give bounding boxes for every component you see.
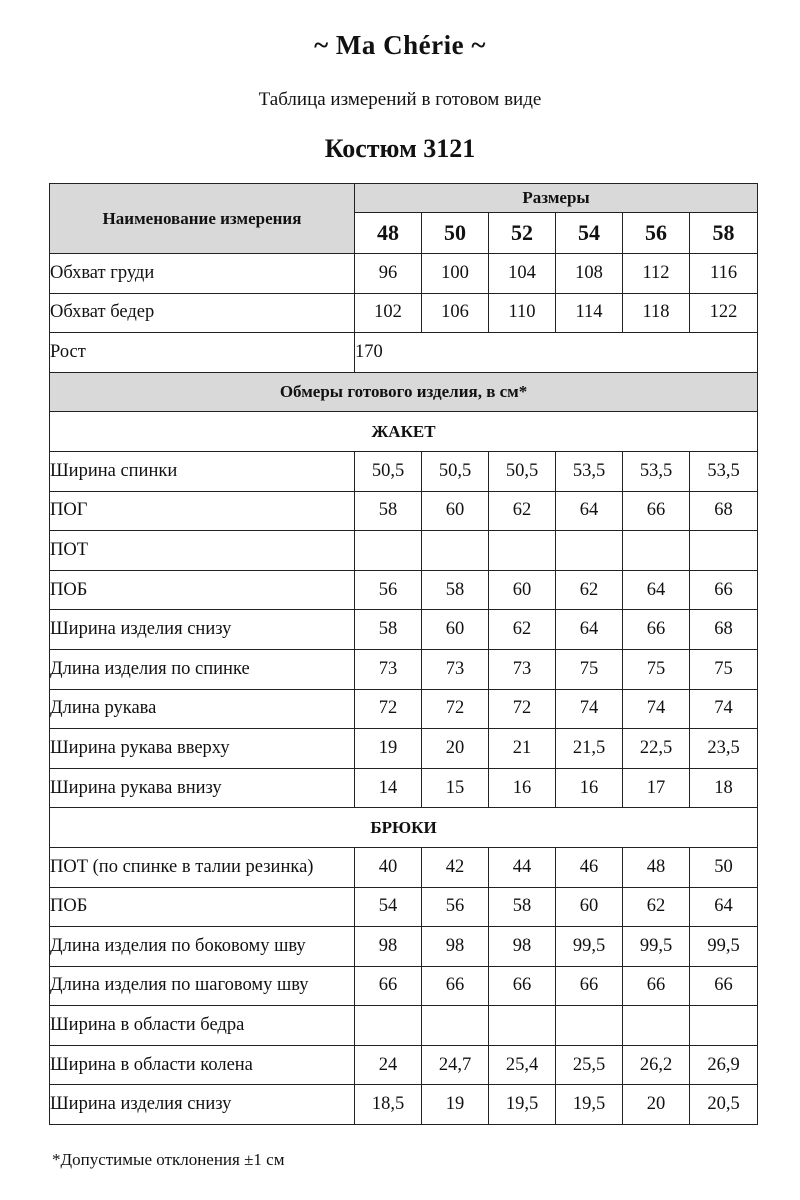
value-cell: 58 bbox=[355, 610, 422, 650]
value-cell: 60 bbox=[556, 887, 623, 927]
value-cell: 44 bbox=[489, 847, 556, 887]
value-cell: 20 bbox=[422, 729, 489, 769]
value-cell: 74 bbox=[556, 689, 623, 729]
value-cell: 16 bbox=[489, 768, 556, 808]
table-row bbox=[50, 887, 758, 927]
value-cell: 72 bbox=[489, 689, 556, 729]
document-subtitle: Таблица измерений в готовом виде bbox=[258, 89, 542, 110]
row-label: Ширина спинки bbox=[50, 451, 355, 491]
value-cell bbox=[623, 1006, 690, 1046]
row-label: Ширина рукава внизу bbox=[50, 768, 355, 808]
value-cell: 62 bbox=[489, 491, 556, 531]
value-cell: 42 bbox=[422, 847, 489, 887]
value-cell: 26,2 bbox=[623, 1045, 690, 1085]
table-row bbox=[50, 451, 758, 491]
finished-header: Обмеры готового изделия, в см* bbox=[50, 372, 758, 412]
value-cell: 62 bbox=[623, 887, 690, 927]
value-cell: 73 bbox=[422, 649, 489, 689]
size-header-cell: 50 bbox=[422, 213, 489, 254]
value-cell: 60 bbox=[489, 570, 556, 610]
value-cell: 20 bbox=[623, 1085, 690, 1125]
value-cell: 19,5 bbox=[489, 1085, 556, 1125]
value-cell: 50 bbox=[690, 847, 758, 887]
value-cell: 64 bbox=[556, 610, 623, 650]
value-cell: 21 bbox=[489, 729, 556, 769]
table-row bbox=[50, 293, 758, 333]
table-body bbox=[50, 254, 758, 1125]
table-row bbox=[50, 1085, 758, 1125]
value-cell: 66 bbox=[690, 966, 758, 1006]
row-label: Рост bbox=[50, 333, 355, 373]
value-cell: 106 bbox=[422, 293, 489, 333]
value-cell: 64 bbox=[556, 491, 623, 531]
footnote: *Допустимые отклонения ±1 см bbox=[52, 1150, 285, 1169]
value-cell: 98 bbox=[489, 927, 556, 967]
value-cell: 74 bbox=[623, 689, 690, 729]
growth-row bbox=[50, 333, 758, 373]
value-cell: 66 bbox=[422, 966, 489, 1006]
row-label: Длина изделия по шаговому шву bbox=[50, 966, 355, 1006]
value-cell: 50,5 bbox=[489, 451, 556, 491]
value-cell: 104 bbox=[489, 254, 556, 294]
row-label: Обхват бедер bbox=[50, 293, 355, 333]
table-row bbox=[50, 847, 758, 887]
size-header-cell: 48 bbox=[355, 213, 422, 254]
size-table bbox=[49, 183, 758, 1125]
value-cell: 66 bbox=[623, 966, 690, 1006]
value-cell: 66 bbox=[355, 966, 422, 1006]
value-cell: 96 bbox=[355, 254, 422, 294]
value-cell: 19 bbox=[422, 1085, 489, 1125]
table-row bbox=[50, 649, 758, 689]
table-row bbox=[50, 1045, 758, 1085]
table-row bbox=[50, 689, 758, 729]
value-cell: 19,5 bbox=[556, 1085, 623, 1125]
value-cell: 50,5 bbox=[355, 451, 422, 491]
value-cell: 18 bbox=[690, 768, 758, 808]
table-row bbox=[50, 729, 758, 769]
value-cell bbox=[355, 1006, 422, 1046]
row-label: Длина изделия по спинке bbox=[50, 649, 355, 689]
value-cell: 68 bbox=[690, 491, 758, 531]
value-cell bbox=[489, 1006, 556, 1046]
table-row bbox=[50, 491, 758, 531]
value-cell: 58 bbox=[489, 887, 556, 927]
table-row bbox=[50, 768, 758, 808]
row-label: Ширина изделия снизу bbox=[50, 1085, 355, 1125]
finished-header-row bbox=[50, 372, 758, 412]
table-row bbox=[50, 1006, 758, 1046]
value-cell: 99,5 bbox=[556, 927, 623, 967]
size-header-cell: 54 bbox=[556, 213, 623, 254]
value-cell: 64 bbox=[690, 887, 758, 927]
value-cell bbox=[355, 531, 422, 571]
table-row bbox=[50, 570, 758, 610]
value-cell: 110 bbox=[489, 293, 556, 333]
value-cell: 20,5 bbox=[690, 1085, 758, 1125]
value-cell: 25,5 bbox=[556, 1045, 623, 1085]
row-label: Ширина рукава вверху bbox=[50, 729, 355, 769]
size-header-cell: 56 bbox=[623, 213, 690, 254]
value-cell: 58 bbox=[355, 491, 422, 531]
value-cell: 18,5 bbox=[355, 1085, 422, 1125]
value-cell: 112 bbox=[623, 254, 690, 294]
row-label: Длина рукава bbox=[50, 689, 355, 729]
value-cell: 54 bbox=[355, 887, 422, 927]
value-cell: 102 bbox=[355, 293, 422, 333]
value-cell: 66 bbox=[690, 570, 758, 610]
row-label: Ширина в области бедра bbox=[50, 1006, 355, 1046]
value-cell: 100 bbox=[422, 254, 489, 294]
value-cell: 114 bbox=[556, 293, 623, 333]
value-cell: 46 bbox=[556, 847, 623, 887]
value-cell: 24,7 bbox=[422, 1045, 489, 1085]
table-row bbox=[50, 531, 758, 571]
growth-value: 170 bbox=[355, 333, 758, 373]
value-cell: 66 bbox=[489, 966, 556, 1006]
size-header-cell: 58 bbox=[690, 213, 758, 254]
value-cell: 23,5 bbox=[690, 729, 758, 769]
value-cell: 72 bbox=[422, 689, 489, 729]
value-cell: 53,5 bbox=[690, 451, 758, 491]
value-cell: 53,5 bbox=[623, 451, 690, 491]
row-label: ПОТ (по спинке в талии резинка) bbox=[50, 847, 355, 887]
value-cell: 62 bbox=[556, 570, 623, 610]
value-cell: 64 bbox=[623, 570, 690, 610]
section-title-row bbox=[50, 808, 758, 848]
size-header-cell: 52 bbox=[489, 213, 556, 254]
table-row bbox=[50, 966, 758, 1006]
section-title: БРЮКИ bbox=[50, 808, 758, 848]
value-cell: 48 bbox=[623, 847, 690, 887]
value-cell: 56 bbox=[355, 570, 422, 610]
value-cell: 50,5 bbox=[422, 451, 489, 491]
section-title: ЖАКЕТ bbox=[50, 412, 758, 452]
value-cell: 53,5 bbox=[556, 451, 623, 491]
value-cell: 72 bbox=[355, 689, 422, 729]
value-cell: 74 bbox=[690, 689, 758, 729]
value-cell: 66 bbox=[556, 966, 623, 1006]
value-cell: 75 bbox=[556, 649, 623, 689]
value-cell: 24 bbox=[355, 1045, 422, 1085]
value-cell: 22,5 bbox=[623, 729, 690, 769]
value-cell: 17 bbox=[623, 768, 690, 808]
value-cell: 60 bbox=[422, 491, 489, 531]
value-cell bbox=[690, 531, 758, 571]
value-cell bbox=[556, 531, 623, 571]
value-cell: 58 bbox=[422, 570, 489, 610]
value-cell bbox=[690, 1006, 758, 1046]
value-cell: 26,9 bbox=[690, 1045, 758, 1085]
value-cell: 19 bbox=[355, 729, 422, 769]
value-cell: 14 bbox=[355, 768, 422, 808]
value-cell: 68 bbox=[690, 610, 758, 650]
value-cell: 21,5 bbox=[556, 729, 623, 769]
value-cell bbox=[556, 1006, 623, 1046]
value-cell: 62 bbox=[489, 610, 556, 650]
value-cell: 40 bbox=[355, 847, 422, 887]
value-cell bbox=[422, 531, 489, 571]
header-sizes: Размеры bbox=[355, 184, 758, 213]
value-cell: 122 bbox=[690, 293, 758, 333]
value-cell: 73 bbox=[355, 649, 422, 689]
value-cell bbox=[489, 531, 556, 571]
value-cell: 56 bbox=[422, 887, 489, 927]
row-label: ПОБ bbox=[50, 887, 355, 927]
table-row bbox=[50, 610, 758, 650]
value-cell: 73 bbox=[489, 649, 556, 689]
row-label: ПОБ bbox=[50, 570, 355, 610]
value-cell: 75 bbox=[623, 649, 690, 689]
row-label: Ширина в области колена bbox=[50, 1045, 355, 1085]
value-cell: 16 bbox=[556, 768, 623, 808]
row-label: Обхват груди bbox=[50, 254, 355, 294]
value-cell bbox=[422, 1006, 489, 1046]
section-title-row bbox=[50, 412, 758, 452]
row-label: ПОТ bbox=[50, 531, 355, 571]
value-cell: 99,5 bbox=[623, 927, 690, 967]
header-measurement-name: Наименование измерения bbox=[50, 184, 355, 254]
value-cell: 60 bbox=[422, 610, 489, 650]
value-cell: 25,4 bbox=[489, 1045, 556, 1085]
row-label: ПОГ bbox=[50, 491, 355, 531]
value-cell: 99,5 bbox=[690, 927, 758, 967]
table-row bbox=[50, 927, 758, 967]
value-cell: 15 bbox=[422, 768, 489, 808]
value-cell: 98 bbox=[422, 927, 489, 967]
value-cell bbox=[623, 531, 690, 571]
table-row bbox=[50, 254, 758, 294]
row-label: Ширина изделия снизу bbox=[50, 610, 355, 650]
value-cell: 118 bbox=[623, 293, 690, 333]
value-cell: 108 bbox=[556, 254, 623, 294]
brand-title: ~ Ma Chérie ~ bbox=[314, 30, 486, 60]
value-cell: 66 bbox=[623, 610, 690, 650]
product-title: Костюм 3121 bbox=[324, 134, 476, 163]
value-cell: 75 bbox=[690, 649, 758, 689]
value-cell: 66 bbox=[623, 491, 690, 531]
value-cell: 116 bbox=[690, 254, 758, 294]
value-cell: 98 bbox=[355, 927, 422, 967]
row-label: Длина изделия по боковому шву bbox=[50, 927, 355, 967]
